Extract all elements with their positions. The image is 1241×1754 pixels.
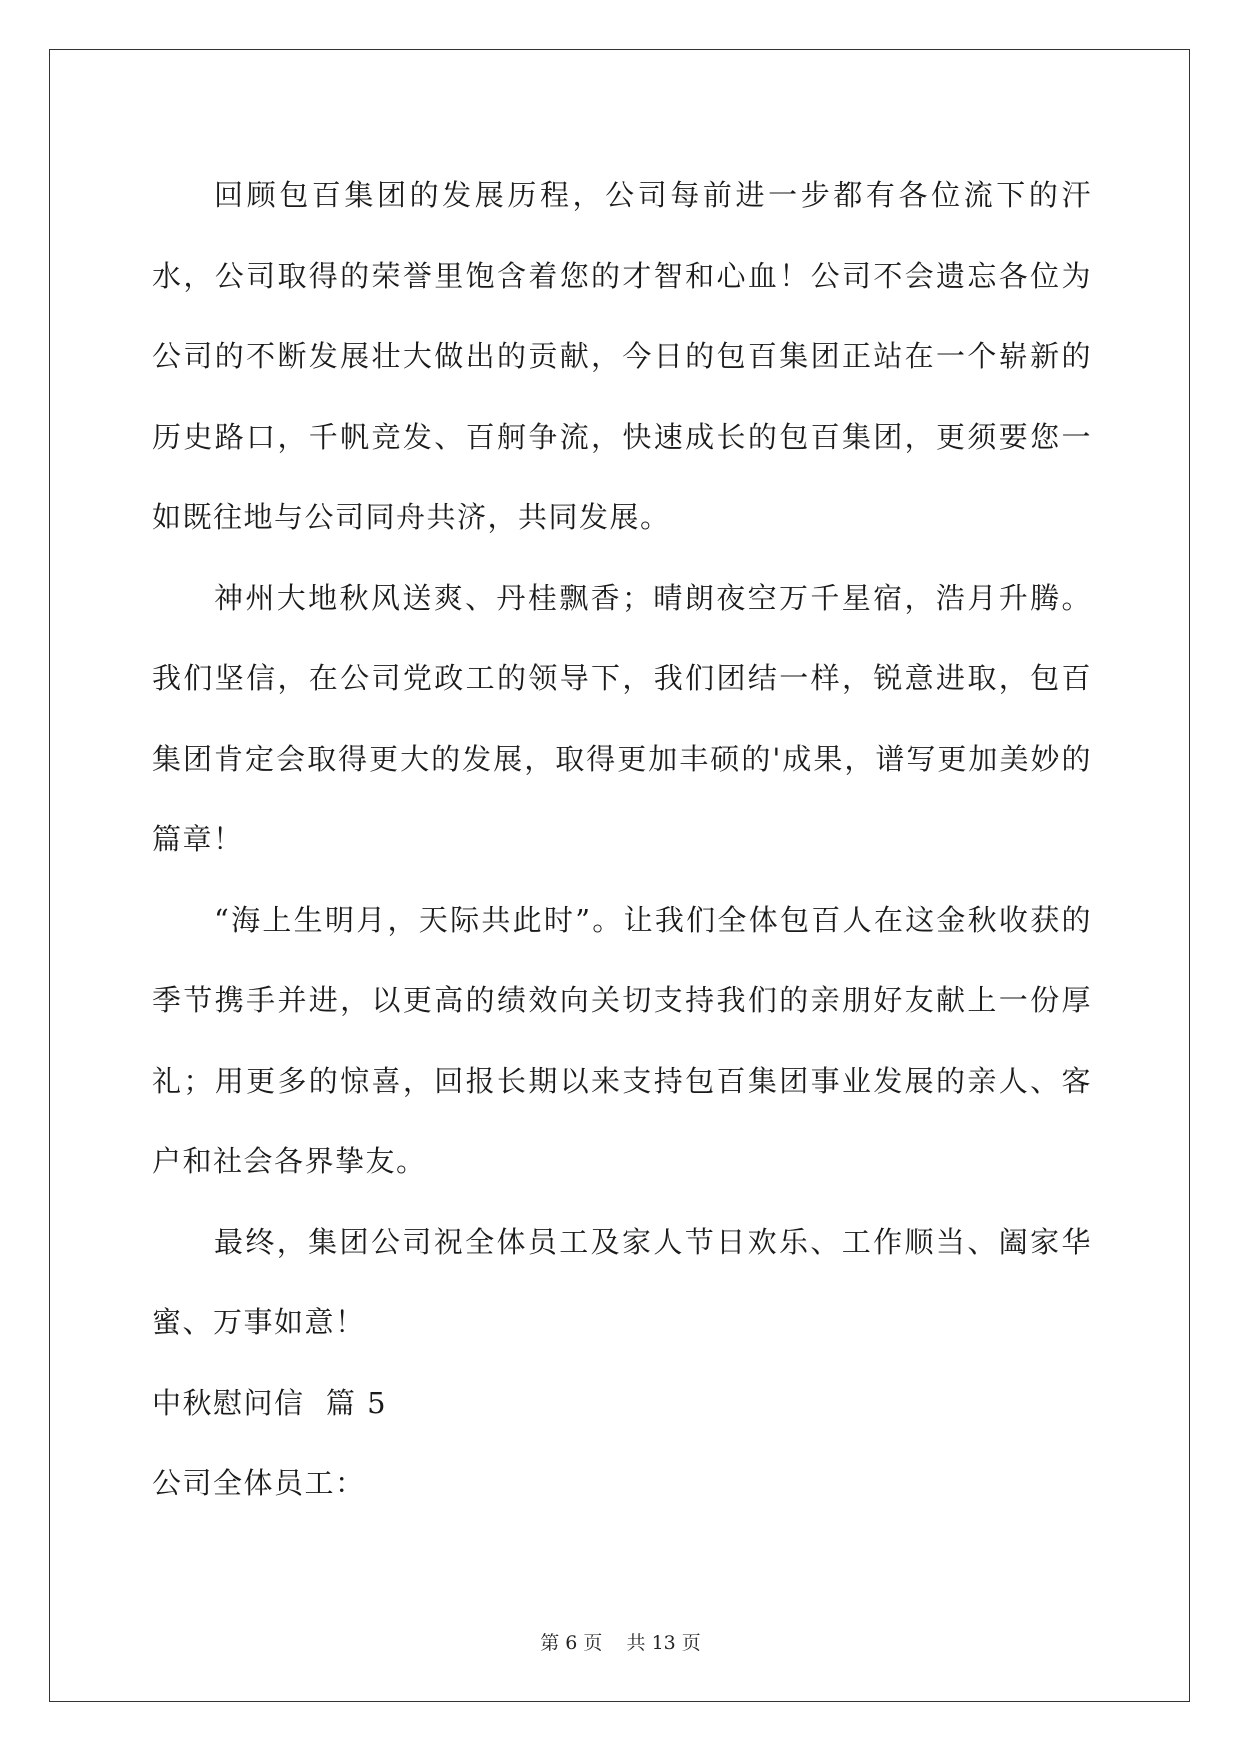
paragraph-1: 回顾包百集团的发展历程，公司每前进一步都有各位流下的汗水，公司取得的荣誉里饱含着您的才智和心血！公司不会遗忘各位为公司的不断发展壮大做出的贡献，今日的包百集团正站在一个崭新的历史路口，千帆竞发、百舸争流，快速成长的包百集团，更须要您一如既往地与公司同舟共济，共同发展。: [152, 178, 1092, 534]
page-number-footer: 第 6 页 共 13 页: [540, 1632, 701, 1654]
document-body: [152, 155, 1092, 1524]
section-title: 中秋慰问信 篇 5: [152, 1385, 388, 1420]
paragraph-4: 最终，集团公司祝全体员工及家人节日欢乐、工作顺当、阖家华蜜、万事如意！: [152, 1224, 1092, 1339]
paragraph-2: 神州大地秋风送爽、丹桂飘香；晴朗夜空万千星宿，浩月升腾。我们坚信，在公司党政工的领导下，我们团结一样，锐意进取，包百集团肯定会取得更大的发展，取得更加丰硕的'成果，谱写更加美妙的篇章！: [152, 580, 1092, 856]
paragraph-3: “海上生明月，天际共此时”。让我们全体包百人在这金秋收获的季节携手并进，以更高的绩效向关切支持我们的亲朋好友献上一份厚礼；用更多的惊喜，回报长期以来支持包百集团事业发展的亲人、客户和社会各界挚友。: [152, 902, 1092, 1178]
salutation: 公司全体员工：: [152, 1466, 366, 1500]
